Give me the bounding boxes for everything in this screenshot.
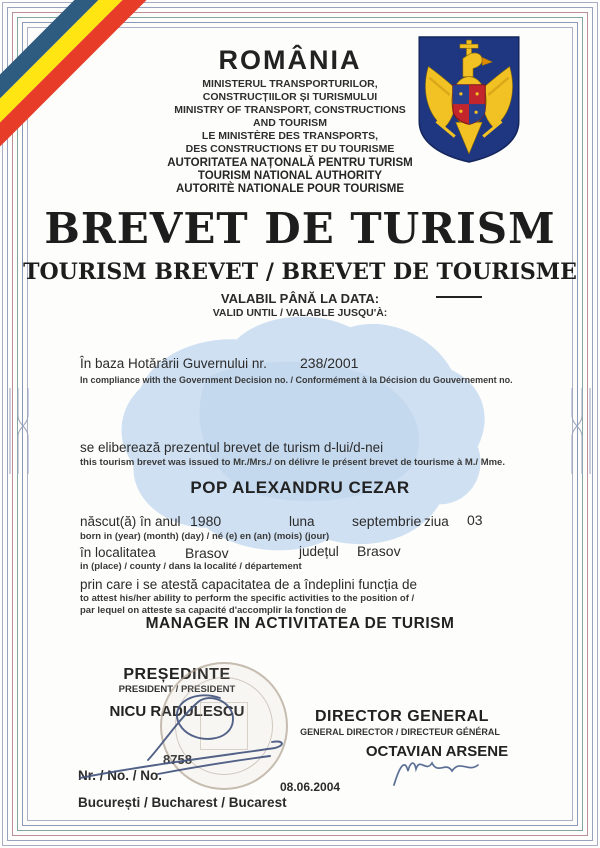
authority-line: AUTORITÈ NATIONALE POUR TOURISME (175, 183, 405, 195)
president-title-translation: PRESIDENT / PRESIDENT (118, 684, 236, 695)
ministry-line: MINISTRY OF TRANSPORT, CONSTRUCTIONS (174, 104, 406, 116)
ministry-line: LE MINISTÈRE DES TRANSPORTS, (201, 130, 379, 142)
legal-basis-translation: In compliance with the Government Decision no. / Conformément à la Décision du Gouvernement no. (80, 375, 513, 385)
legal-basis-value: 238/2001 (300, 355, 359, 371)
country-title: ROMÂNIA (218, 45, 362, 75)
authority-line: AUTORITATEA NAȚONALĂ PENTRU TURISM (167, 157, 413, 169)
ministry-line: DES CONSTRUCTIONS ET DU TOURISME (185, 143, 395, 155)
valid-until-label: VALABIL PÂNĂ LA DATA: (220, 291, 380, 306)
birth-month-label: luna (289, 514, 315, 529)
legal-basis-label: În baza Hotărârii Guvernului nr. (80, 356, 267, 371)
birth-year-label: născut(ă) în anul (80, 514, 181, 529)
left-border-ornament (7, 388, 33, 474)
holder-name: POP ALEXANDRU CEZAR (190, 478, 410, 497)
birth-day-label: ziua (424, 514, 449, 529)
director-title: DIRECTOR GENERAL (315, 708, 489, 725)
attestation-translation-en: to attest his/her ability to perform the specific activities to the position of / (80, 593, 415, 604)
president-signature (70, 690, 300, 795)
locality-label: în localitatea (80, 545, 156, 560)
issue-date: 08.06.2004 (280, 780, 341, 794)
locality-value: Brasov (185, 545, 229, 561)
registration-number-label: Nr. / No. / No. (78, 768, 163, 783)
director-signature (388, 755, 498, 789)
ministry-line: CONSTRUCȚIILOR ȘI TURISMULUI (202, 91, 378, 103)
director-name: OCTAVIAN ARSENE (365, 743, 509, 760)
attestation-line: prin care i se atestă capacitatea de a îndeplini funcția de (80, 577, 417, 592)
issue-city: București / Bucharest / Bucarest (78, 795, 287, 810)
birth-month-value: septembrie (352, 513, 422, 529)
director-title-translation: GENERAL DIRECTOR / DIRECTEUR GÉNÉRAL (300, 727, 500, 737)
attestation-translation-fr: par lequel on atteste sa capacité d'accomplir la fonction de (80, 605, 347, 616)
issuance-label: se eliberează prezentul brevet de turism d-lui/d-nei (80, 440, 384, 455)
birth-translation: born in (year) (month) (day) / né (e) en (an) (mois) (jour) (80, 531, 330, 542)
birth-day-value: 03 (467, 512, 483, 528)
right-border-ornament (567, 388, 593, 474)
valid-date-line (436, 296, 482, 298)
document-subtitle: TOURISM BREVET / BREVET DE TOURISME (23, 259, 577, 285)
function-title: MANAGER IN ACTIVITATEA DE TURISM (145, 615, 455, 632)
issuance-translation: this tourism brevet was issued to Mr./Mrs./ on délivre le présent brevet de tourisme à M./ Mme. (80, 457, 505, 468)
president-name: NICU RADULESCU (109, 703, 245, 720)
ministry-line: AND TOURISM (253, 117, 327, 129)
document-title: BREVET DE TURISM (44, 204, 556, 253)
registration-number: 8758 (163, 752, 192, 767)
authority-line: TOURISM NATIONAL AUTHORITY (197, 170, 383, 182)
valid-until-translation: VALID UNTIL / VALABLE JUSQU'À: (212, 307, 388, 319)
birthplace-translation: in (place) / county / dans la localité / département (80, 561, 302, 572)
county-label: județul (299, 544, 339, 559)
president-title: PREȘEDINTE (123, 666, 231, 683)
county-value: Brasov (357, 543, 401, 559)
ministry-line: MINISTERUL TRANSPORTURILOR, (202, 78, 378, 90)
birth-year-value: 1980 (190, 513, 222, 529)
